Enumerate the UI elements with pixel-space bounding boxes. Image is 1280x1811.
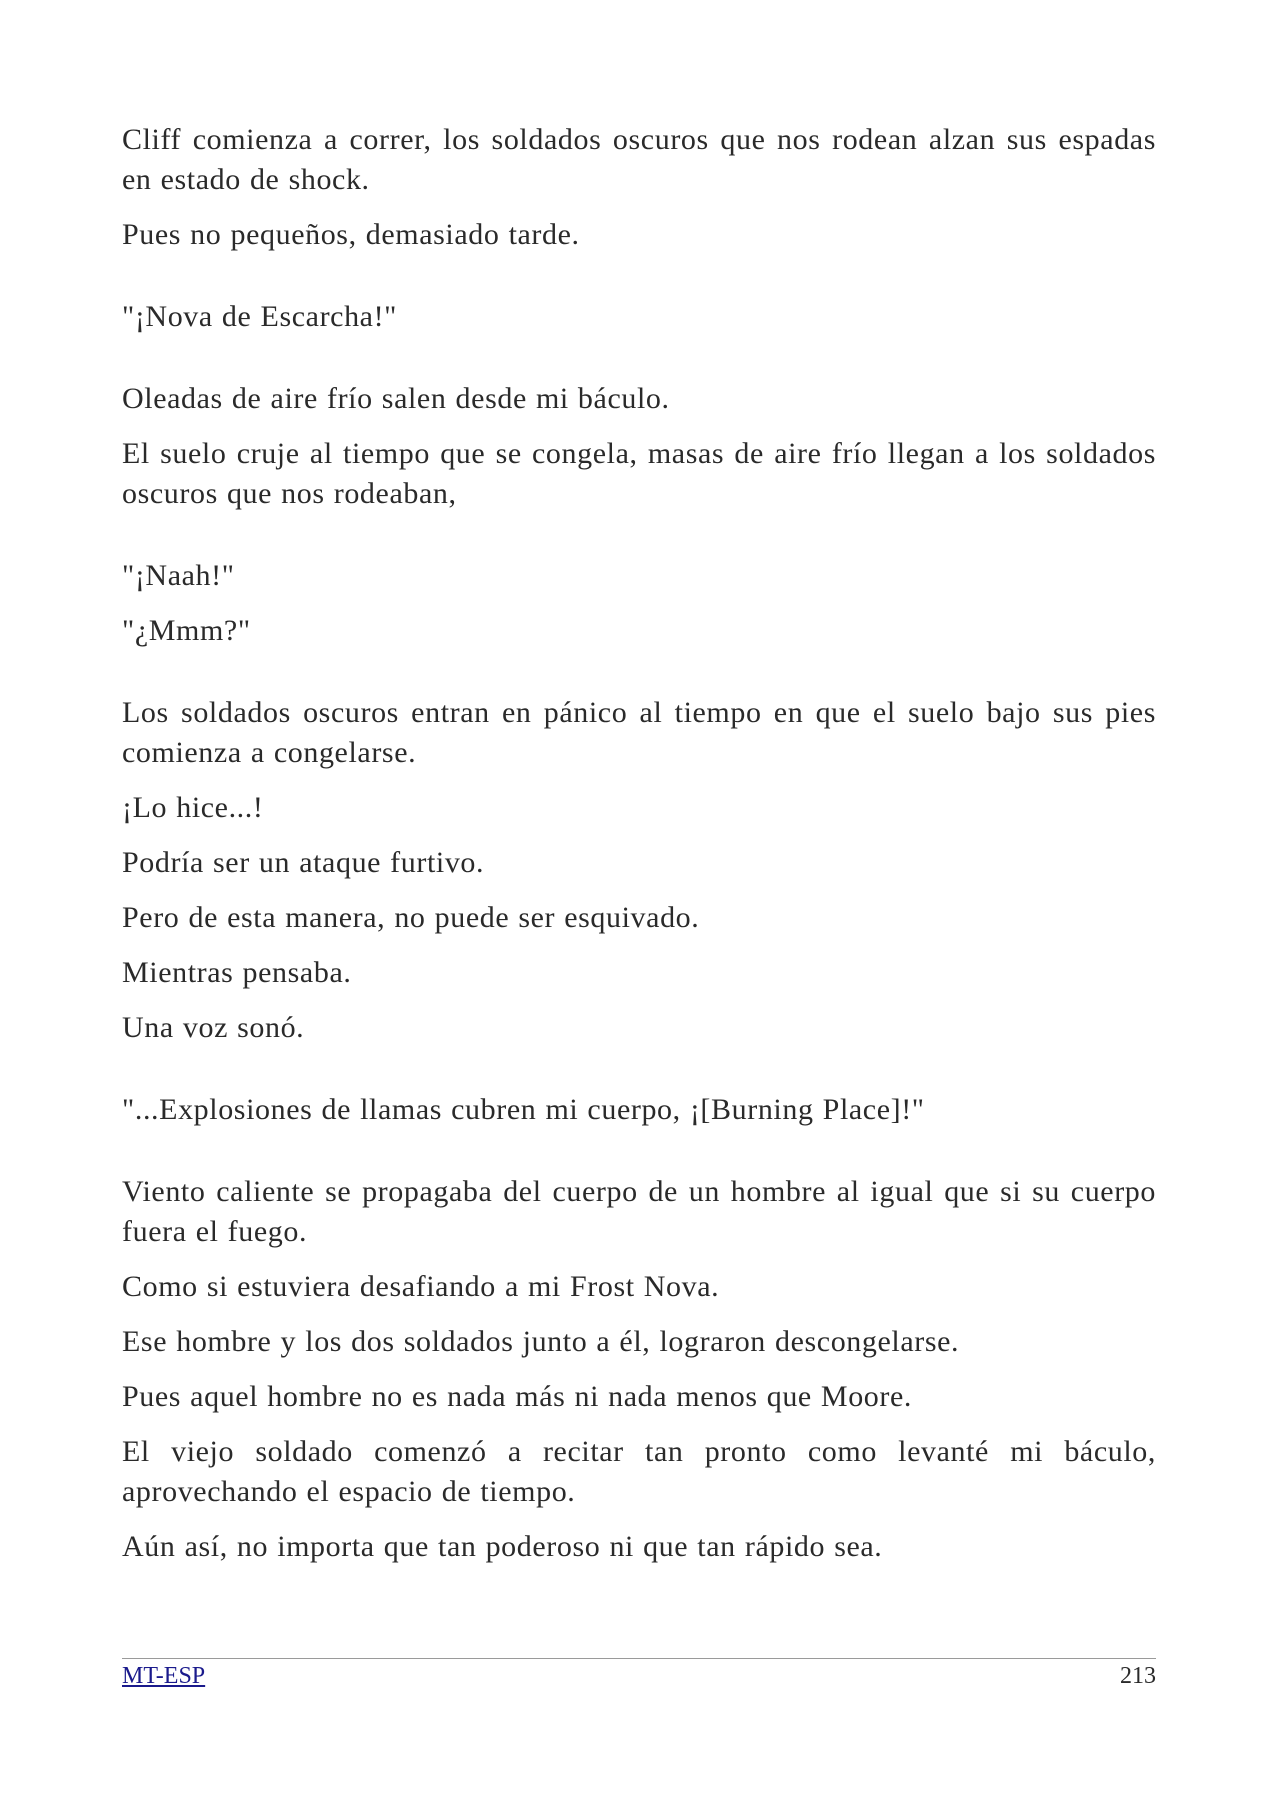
footer-site-link[interactable]: MT-ESP — [122, 1663, 206, 1689]
paragraph-5: El suelo cruje al tiempo que se congela, masas de aire frío llegan a los soldados oscuros que nos rodeaban, — [122, 437, 1156, 510]
paragraph-6: "¡Naah!" — [122, 559, 235, 592]
paragraph-11: Pero de esta manera, no puede ser esquivado. — [122, 901, 700, 934]
paragraph-16: Como si estuviera desafiando a mi Frost Nova. — [122, 1270, 720, 1303]
footer-divider — [122, 1658, 1156, 1659]
paragraph-12: Mientras pensaba. — [122, 956, 352, 989]
paragraph-17: Ese hombre y los dos soldados junto a él, lograron descongelarse. — [122, 1325, 960, 1358]
paragraph-18: Pues aquel hombre no es nada más ni nada menos que Moore. — [122, 1380, 913, 1413]
paragraph-8: Los soldados oscuros entran en pánico al tiempo en que el suelo bajo sus pies comienza a congelarse. — [122, 696, 1156, 769]
paragraph-20: Aún así, no importa que tan poderoso ni que tan rápido sea. — [122, 1530, 883, 1563]
paragraph-4: Oleadas de aire frío salen desde mi báculo. — [122, 382, 670, 415]
paragraph-2: Pues no pequeños, demasiado tarde. — [122, 218, 580, 251]
paragraph-19: El viejo soldado comenzó a recitar tan pronto como levanté mi báculo, aprovechando el espacio de tiempo. — [122, 1435, 1156, 1508]
paragraph-13: Una voz sonó. — [122, 1011, 305, 1044]
paragraph-7: "¿Mmm?" — [122, 614, 251, 647]
paragraph-9: ¡Lo hice...! — [122, 791, 264, 824]
paragraph-1: Cliff comienza a correr, los soldados oscuros que nos rodean alzan sus espadas en estado de shock. — [122, 123, 1156, 196]
paragraph-15: Viento caliente se propagaba del cuerpo de un hombre al igual que si su cuerpo fuera el fuego. — [122, 1175, 1156, 1248]
page-number: 213 — [1120, 1663, 1156, 1689]
paragraph-3: "¡Nova de Escarcha!" — [122, 300, 398, 333]
page-footer — [122, 1660, 1156, 1692]
paragraph-14: "...Explosiones de llamas cubren mi cuerpo, ¡[Burning Place]!" — [122, 1093, 925, 1126]
page-body — [122, 120, 1156, 1567]
paragraph-10: Podría ser un ataque furtivo. — [122, 846, 485, 879]
